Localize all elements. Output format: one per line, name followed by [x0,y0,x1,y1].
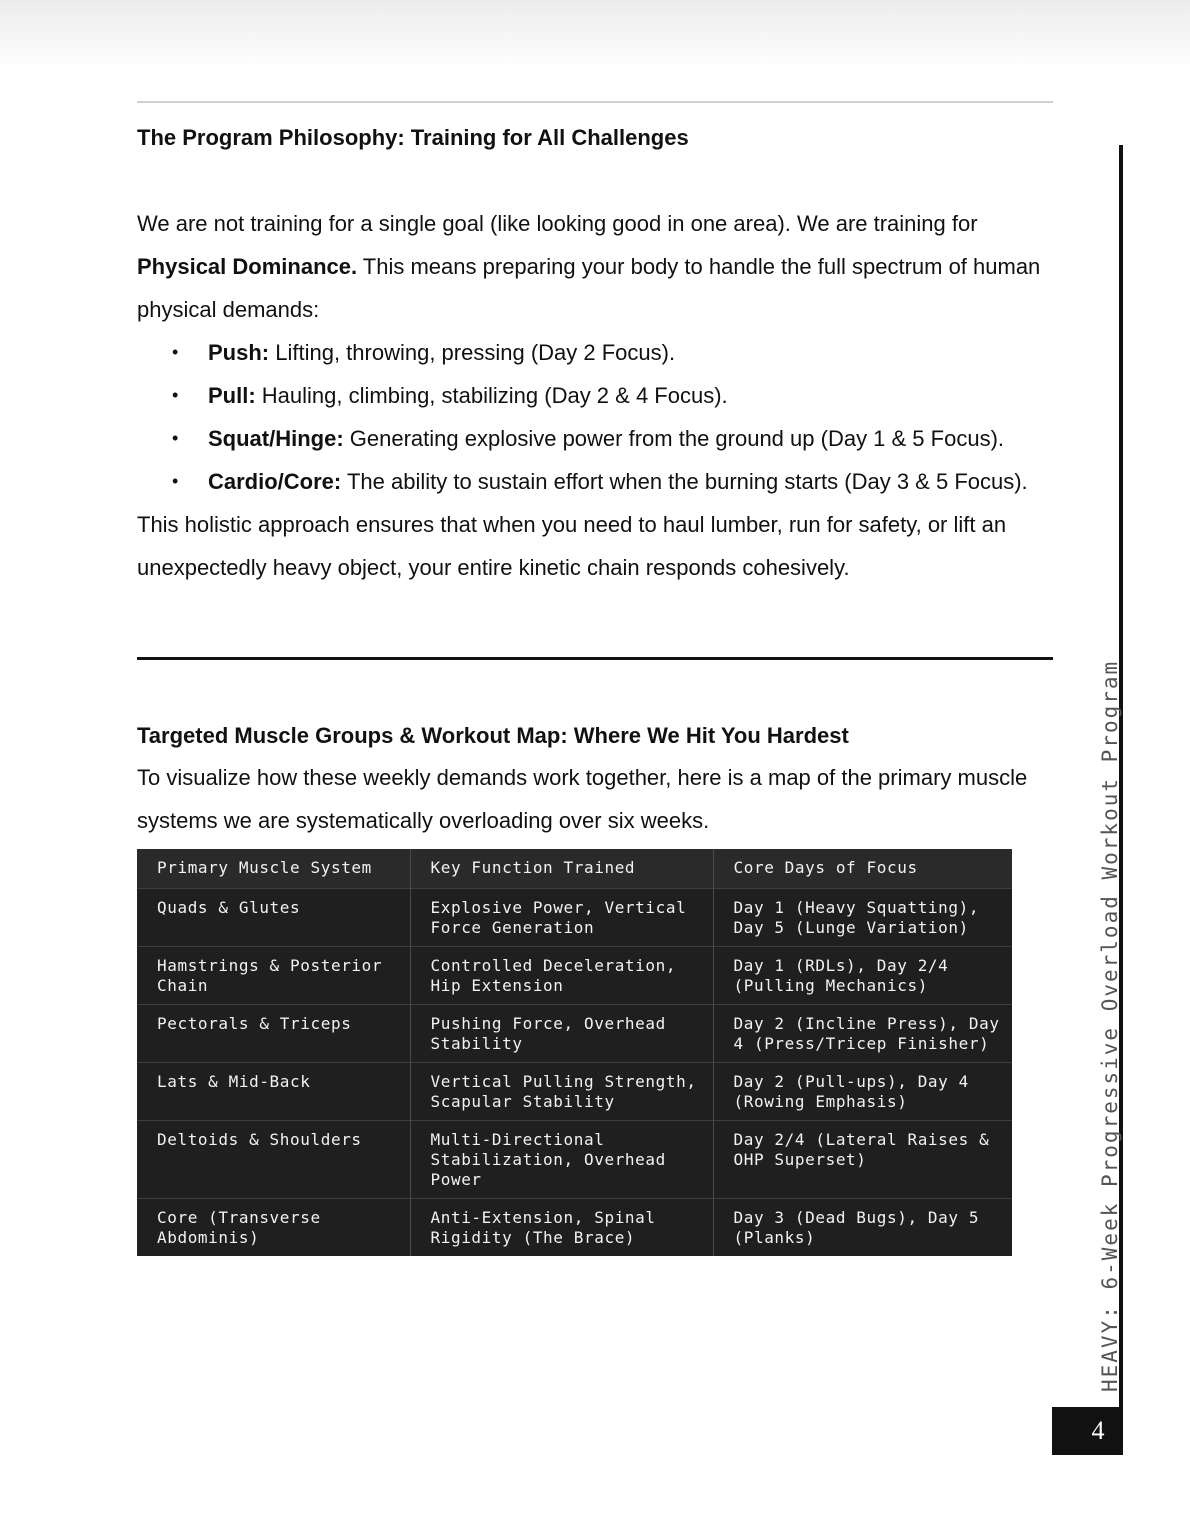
bullet-icon: • [172,342,179,362]
list-item [172,374,1053,417]
table-cell: Controlled Deceleration, Hip Extension [410,947,713,1005]
muscle-map-intro: To visualize how these weekly demands work together, here is a map of the primary muscle systems we are systematically overloading over six weeks. [137,765,1028,833]
table-cell: Core (Transverse Abdominis) [137,1199,410,1257]
list-item-label: Squat/Hinge: [208,426,344,451]
table-cell: Deltoids & Shoulders [137,1121,410,1199]
table-cell: Multi-Directional Stabilization, Overhead Power [410,1121,713,1199]
table-row [137,1063,1012,1121]
closing-paragraph: This holistic approach ensures that when you need to haul lumber, run for safety, or lift an unexpectedly heavy object, your entire kinetic chain responds cohesively. [137,512,1007,580]
table-cell: Vertical Pulling Strength, Scapular Stability [410,1063,713,1121]
page-number: 4 [1052,1407,1122,1455]
table-cell: Pectorals & Triceps [137,1005,410,1063]
demand-list [137,331,1053,503]
table-cell: Day 1 (RDLs), Day 2/4 (Pulling Mechanics) [713,947,1012,1005]
intro-bold-term: Physical Dominance. [137,254,358,279]
bullet-icon: • [172,471,179,491]
list-item [172,331,1053,374]
list-item-label: Pull: [208,383,256,408]
table-cell: Explosive Power, Vertical Force Generation [410,889,713,947]
list-item-label: Push: [208,340,270,365]
table-cell: Day 3 (Dead Bugs), Day 5 (Planks) [713,1199,1012,1257]
table-header-cell: Core Days of Focus [713,849,1012,889]
table-cell: Day 2/4 (Lateral Raises & OHP Superset) [713,1121,1012,1199]
table-cell: Quads & Glutes [137,889,410,947]
section-title-muscle-map: Targeted Muscle Groups & Workout Map: Where We Hit You Hardest [137,723,849,748]
table-row [137,1121,1012,1199]
table-cell: Day 2 (Incline Press), Day 4 (Press/Tricep Finisher) [713,1005,1012,1063]
intro-text-cont: This means preparing your body to handle the full spectrum of human physical demands: [137,254,1041,322]
intro-text: We are not training for a single goal (like looking good in one area). We are training for [137,211,978,236]
table-row [137,1199,1012,1257]
table-header-row [137,849,1012,889]
running-title: HEAVY: 6-Week Progressive Overload Workout Program [1098,659,1122,1392]
section-divider [137,657,1053,660]
list-item-text: The ability to sustain effort when the burning starts (Day 3 & 5 Focus). [341,469,1028,494]
table-header-cell: Key Function Trained [410,849,713,889]
list-item-text: Hauling, climbing, stabilizing (Day 2 & 4 Focus). [255,383,728,408]
table-cell: Day 1 (Heavy Squatting), Day 5 (Lunge Variation) [713,889,1012,947]
table-cell: Lats & Mid-Back [137,1063,410,1121]
table-cell: Day 2 (Pull-ups), Day 4 (Rowing Emphasis) [713,1063,1012,1121]
table-row [137,1005,1012,1063]
section-title-philosophy: The Program Philosophy: Training for All Challenges [137,125,689,150]
page-top-shade [0,0,1190,70]
muscle-map-table [137,849,1012,1256]
list-item-label: Cardio/Core: [208,469,342,494]
table-row [137,947,1012,1005]
table-cell: Anti-Extension, Spinal Rigidity (The Brace) [410,1199,713,1257]
table-header-cell: Primary Muscle System [137,849,410,889]
section-philosophy [137,118,1053,589]
bullet-icon: • [172,385,179,405]
list-item-text: Lifting, throwing, pressing (Day 2 Focus). [269,340,676,365]
section-muscle-map [137,716,1053,842]
table-row [137,889,1012,947]
top-divider [137,101,1053,103]
table-cell: Hamstrings & Posterior Chain [137,947,410,1005]
list-item-text: Generating explosive power from the ground up (Day 1 & 5 Focus). [343,426,1005,451]
table-cell: Pushing Force, Overhead Stability [410,1005,713,1063]
intro-paragraph [137,202,1053,331]
bullet-icon: • [172,428,179,448]
list-item [172,460,1053,503]
list-item [172,417,1053,460]
